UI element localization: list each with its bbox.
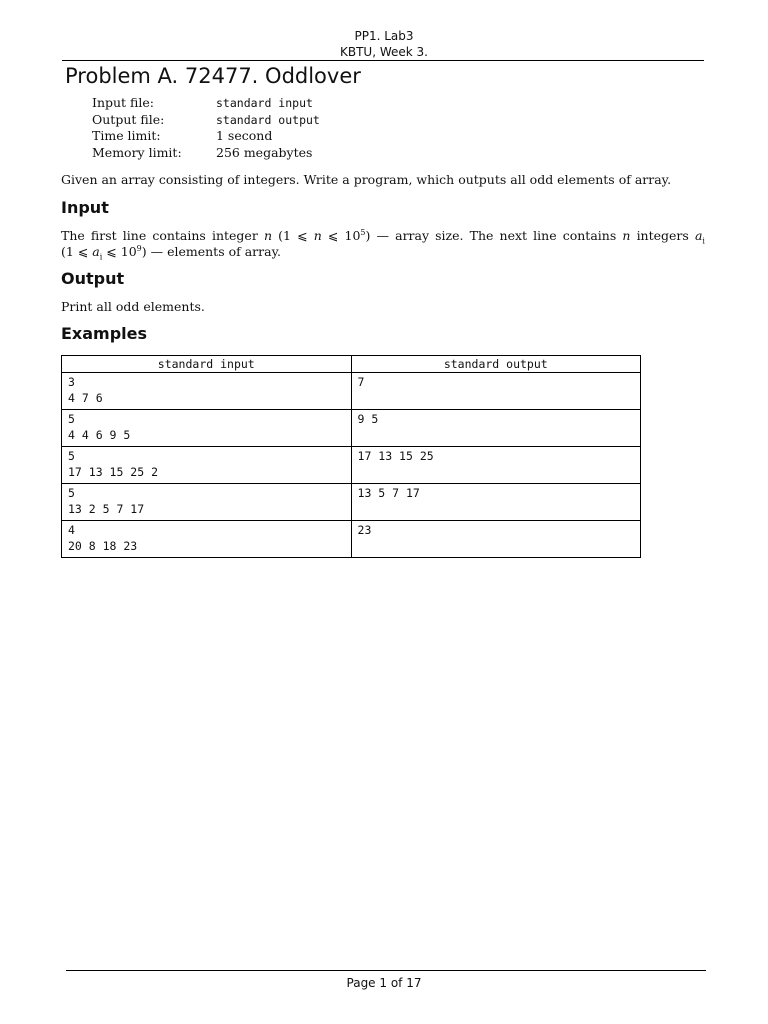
example-row: [62, 373, 641, 410]
example-row: [62, 484, 641, 521]
examples-header-row: [62, 356, 641, 373]
page-number: Page 1 of 17: [346, 976, 422, 990]
output-heading: Output: [61, 269, 125, 288]
limit-value: 1 second: [216, 128, 273, 143]
header-course: PP1. Lab3: [354, 29, 414, 43]
limit-row-input-file: [92, 95, 320, 112]
example-output-cell: 17 13 15 25: [351, 447, 640, 484]
example-output-cell: 13 5 7 17: [351, 484, 640, 521]
column-header-input: standard input: [62, 356, 352, 373]
example-row: [62, 447, 641, 484]
limit-value: standard output: [216, 112, 320, 127]
page-header: [0, 28, 768, 60]
problem-limits: [92, 95, 320, 161]
example-input-cell: 3 4 7 6: [62, 373, 352, 410]
examples-table: [61, 355, 641, 558]
problem-statement: Given an array consisting of integers. Write a program, which outputs all odd elements of array.: [61, 172, 672, 187]
example-input-cell: 5 13 2 5 7 17: [62, 484, 352, 521]
example-row: [62, 521, 641, 558]
examples-heading: Examples: [61, 324, 148, 343]
header-week: KBTU, Week 3.: [340, 45, 428, 59]
input-heading: Input: [61, 198, 109, 217]
limit-label: Memory limit:: [92, 144, 182, 160]
limit-row-time-limit: [92, 128, 320, 145]
example-row: [62, 410, 641, 447]
input-description: [61, 228, 705, 260]
header-divider: [62, 60, 704, 61]
limit-row-memory-limit: [92, 145, 320, 162]
limit-row-output-file: [92, 112, 320, 129]
problem-title: Problem A. 72477. Oddlover: [65, 64, 361, 88]
example-output-cell: 23: [351, 521, 640, 558]
output-description: Print all odd elements.: [61, 299, 205, 314]
example-input-cell: 4 20 8 18 23: [62, 521, 352, 558]
column-header-output: standard output: [351, 356, 640, 373]
input-description-line-2: (1 ⩽ $a_i$ ⩽ $10^9$) — elements of array.: [61, 243, 281, 262]
example-output-cell: 7: [351, 373, 640, 410]
limit-label: Output file:: [92, 111, 165, 127]
example-input-cell: 5 17 13 15 25 2: [62, 447, 352, 484]
example-input-cell: 5 4 4 6 9 5: [62, 410, 352, 447]
limit-label: Input file:: [92, 95, 154, 110]
input-description-line-1: The first line contains integer n (1 ⩽ n ⩽ $10^5$) — array size. The next line contains n integers $a_i$: [61, 227, 705, 246]
example-output-cell: 9 5: [351, 410, 640, 447]
limit-value: standard input: [216, 96, 313, 110]
limit-label: Time limit:: [92, 128, 161, 143]
footer-divider: [66, 970, 706, 971]
limit-value: 256 megabytes: [216, 144, 313, 160]
